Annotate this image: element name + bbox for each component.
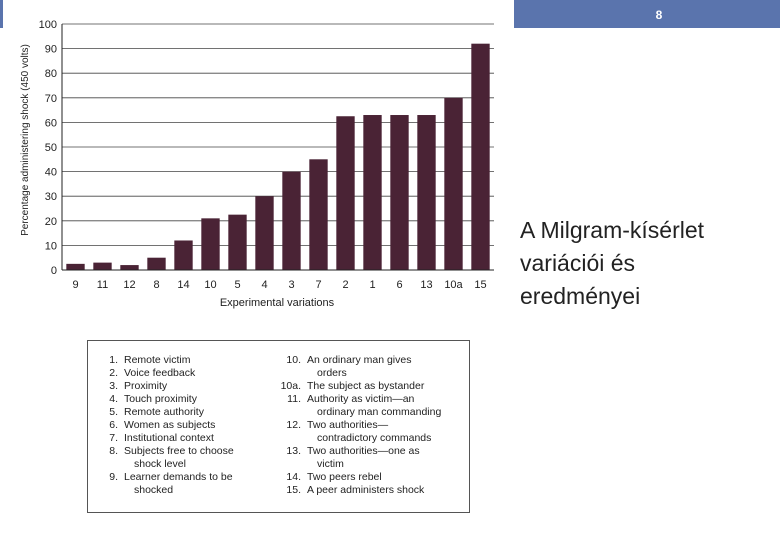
legend-item-number: 9. [109, 471, 118, 483]
legend-item [96, 380, 271, 393]
slide-title-line-2: variációi és [520, 250, 636, 276]
x-tick-label: 10a [444, 279, 463, 291]
legend-item-text [124, 354, 271, 367]
page-number: 8 [655, 8, 663, 22]
x-tick-labels [72, 279, 486, 291]
y-tick-label: 50 [44, 142, 57, 154]
legend-item-text [124, 471, 271, 497]
bar [147, 258, 165, 270]
x-tick-label: 15 [474, 279, 487, 291]
legend-item-number: 1. [109, 354, 118, 366]
y-tick-label: 0 [50, 265, 57, 277]
bar [174, 240, 192, 270]
legend-item-text [307, 393, 466, 419]
legend-item-number: 7. [109, 432, 118, 444]
legend-item-number: 11. [287, 393, 301, 405]
legend-item-text [307, 380, 466, 393]
y-tick-label: 80 [44, 68, 57, 81]
y-tick-label: 40 [44, 166, 57, 179]
bar [255, 196, 273, 270]
legend-item-line: Proximity [124, 380, 168, 392]
legend-item-number: 4. [109, 393, 118, 405]
x-tick-label: 14 [177, 279, 190, 291]
legend-item-text [124, 432, 271, 445]
legend-item-number: 10. [286, 354, 301, 366]
legend-item-text [307, 354, 466, 380]
x-axis-label: Experimental variations [219, 297, 335, 309]
legend-item-line: contradictory commands [317, 432, 432, 444]
legend-item-number: 5. [109, 406, 118, 418]
x-tick-label: 5 [234, 279, 241, 291]
legend-item-number: 14. [286, 471, 301, 483]
legend-item-line: Learner demands to be [124, 471, 233, 483]
x-tick-label: 10 [204, 279, 217, 291]
legend-item [96, 445, 271, 471]
legend-item-line: Remote authority [124, 406, 204, 418]
legend-item-line: Subjects free to choose [124, 445, 234, 457]
bar [93, 263, 111, 270]
bar [309, 159, 327, 270]
legend-item [271, 354, 466, 380]
legend-item-number: 3. [109, 380, 118, 392]
variation-legend [87, 340, 470, 513]
y-tick-label: 60 [44, 117, 57, 130]
bar [228, 215, 246, 270]
bar [120, 265, 138, 270]
legend-item [271, 445, 466, 471]
x-tick-label: 12 [123, 279, 136, 291]
legend-item-line: Authority as victim—an [307, 393, 415, 405]
legend-item [96, 471, 271, 497]
y-tick-label: 30 [44, 191, 57, 204]
legend-item [96, 393, 271, 406]
legend-item-line: ordinary man commanding [317, 406, 442, 418]
chart-bars [66, 44, 489, 270]
legend-item [96, 354, 271, 367]
legend-item-text [307, 445, 466, 471]
bar [336, 116, 354, 270]
bar [444, 98, 462, 270]
y-tick-label: 90 [44, 43, 57, 56]
legend-item [271, 393, 466, 419]
legend-item-line: Two authorities— [307, 419, 389, 431]
legend-item-line: Two authorities—one as [307, 445, 420, 457]
y-tick-label: 100 [38, 19, 57, 31]
bar [66, 264, 84, 270]
legend-item-number: 13. [286, 445, 301, 457]
slide-title [520, 214, 775, 313]
legend-item-text [307, 419, 466, 445]
legend-item-line: A peer administers shock [307, 484, 425, 496]
legend-item [96, 432, 271, 445]
legend-item-line: Two peers rebel [307, 471, 382, 483]
legend-item-line: The subject as bystander [307, 380, 425, 392]
legend-item-line: Touch proximity [124, 393, 197, 405]
x-tick-label: 11 [96, 279, 109, 291]
bar-chart [0, 0, 510, 320]
legend-item-text [124, 406, 271, 419]
y-axis-label: Percentage administering shock (450 volts) [20, 44, 31, 236]
legend-item-line: Women as subjects [124, 419, 216, 431]
legend-item-number: 12. [286, 419, 301, 431]
legend-column-right [271, 354, 466, 497]
x-tick-label: 1 [369, 279, 376, 291]
x-tick-label: 9 [72, 279, 79, 291]
legend-item-number: 10a. [280, 380, 301, 392]
legend-item-line: shock level [134, 458, 186, 470]
slide-title-line-1: A Milgram-kísérlet [520, 217, 705, 243]
legend-item-text [307, 471, 466, 484]
legend-item-number: 8. [109, 445, 118, 457]
x-tick-label: 2 [342, 279, 349, 291]
legend-item-line: Remote victim [124, 354, 191, 366]
y-tick-label: 20 [44, 215, 57, 228]
legend-item-text [124, 380, 271, 393]
legend-item [271, 419, 466, 445]
y-tick-label: 70 [44, 92, 57, 105]
slide-title-line-3: eredményei [520, 283, 641, 309]
legend-item-text [124, 445, 271, 471]
legend-item [271, 471, 466, 484]
legend-item [271, 484, 466, 497]
legend-item-line: Voice feedback [124, 367, 196, 379]
legend-item-text [124, 367, 271, 380]
x-tick-label: 7 [315, 279, 322, 291]
x-tick-label: 3 [288, 279, 295, 291]
y-tick-labels [39, 19, 57, 277]
bar [417, 115, 435, 270]
x-tick-label: 4 [261, 279, 268, 291]
legend-item-line: shocked [134, 484, 174, 496]
x-tick-label: 8 [153, 279, 160, 291]
legend-item [271, 380, 466, 393]
legend-item-line: An ordinary man gives [307, 354, 412, 366]
bar [282, 172, 300, 270]
legend-item-text [124, 393, 271, 406]
legend-item-number: 15. [286, 484, 301, 496]
legend-item [96, 367, 271, 380]
legend-item [96, 419, 271, 432]
legend-item-line: victim [317, 458, 344, 470]
legend-column-left [96, 354, 271, 497]
bar [471, 44, 489, 270]
legend-item-number: 6. [109, 419, 118, 431]
bar [201, 218, 219, 270]
legend-item-text [307, 484, 466, 497]
bar [363, 115, 381, 270]
y-tick-label: 10 [44, 240, 57, 253]
legend-item-text [124, 419, 271, 432]
legend-item-number: 2. [109, 367, 118, 379]
x-tick-label: 6 [396, 279, 403, 291]
legend-item [96, 406, 271, 419]
bar [390, 115, 408, 270]
legend-item-line: orders [317, 367, 347, 379]
x-tick-label: 13 [420, 279, 433, 291]
legend-item-line: Institutional context [124, 432, 214, 444]
